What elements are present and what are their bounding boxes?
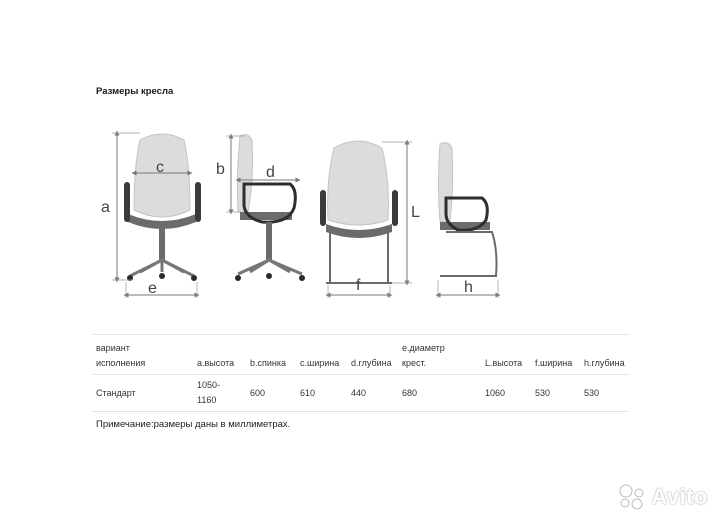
dimension-label-h: h — [464, 279, 473, 296]
cell-base-diameter-e: 680 — [402, 387, 418, 398]
cell-depth-d: 440 — [351, 387, 367, 398]
dimension-label-f: f — [356, 277, 361, 294]
header-width-c: c.ширина — [300, 358, 340, 368]
header-width-f: f.ширина — [535, 358, 573, 368]
cell-backrest-b: 600 — [250, 387, 266, 398]
cell-variant: Стандарт — [96, 387, 136, 398]
avito-wordmark: Avito — [651, 484, 708, 509]
header-height-L: L.высота — [485, 358, 523, 368]
table-header-row — [92, 335, 629, 375]
avito-logo-icon — [617, 484, 647, 510]
page-title: Размеры кресла — [96, 86, 174, 97]
office-chair-front-view — [101, 133, 201, 298]
visitor-chair-front-view — [320, 141, 420, 298]
table-row — [92, 375, 629, 412]
dimensions-table — [92, 334, 629, 412]
header-depth-h: h.глубина — [584, 358, 625, 368]
header-height-a: a.высота — [197, 358, 235, 368]
dimension-label-c: c — [156, 159, 164, 176]
visitor-chair-side-view — [438, 143, 498, 298]
footnote: Примечание:размеры даны в миллиметрах. — [96, 419, 291, 430]
dimension-label-L: L — [411, 204, 420, 221]
cell-width-f: 530 — [535, 387, 551, 398]
cell-height-L: 1060 — [485, 387, 506, 398]
avito-watermark — [617, 484, 708, 510]
header-backrest-b: b.спинка — [250, 358, 287, 368]
cell-height-a: 1050- 1160 — [197, 380, 221, 405]
office-chair-side-view — [216, 135, 305, 281]
dimension-label-b: b — [216, 161, 225, 178]
cell-width-c: 610 — [300, 387, 316, 398]
dimension-label-e: e — [148, 280, 157, 297]
dimension-label-a: a — [101, 199, 110, 216]
header-depth-d: d.глубина — [351, 358, 392, 368]
dimension-label-d: d — [266, 164, 275, 181]
header-base-diameter-e: e.диаметр крест. — [402, 343, 445, 368]
cell-depth-h: 530 — [584, 387, 600, 398]
header-variant: вариант исполнения — [96, 343, 146, 368]
